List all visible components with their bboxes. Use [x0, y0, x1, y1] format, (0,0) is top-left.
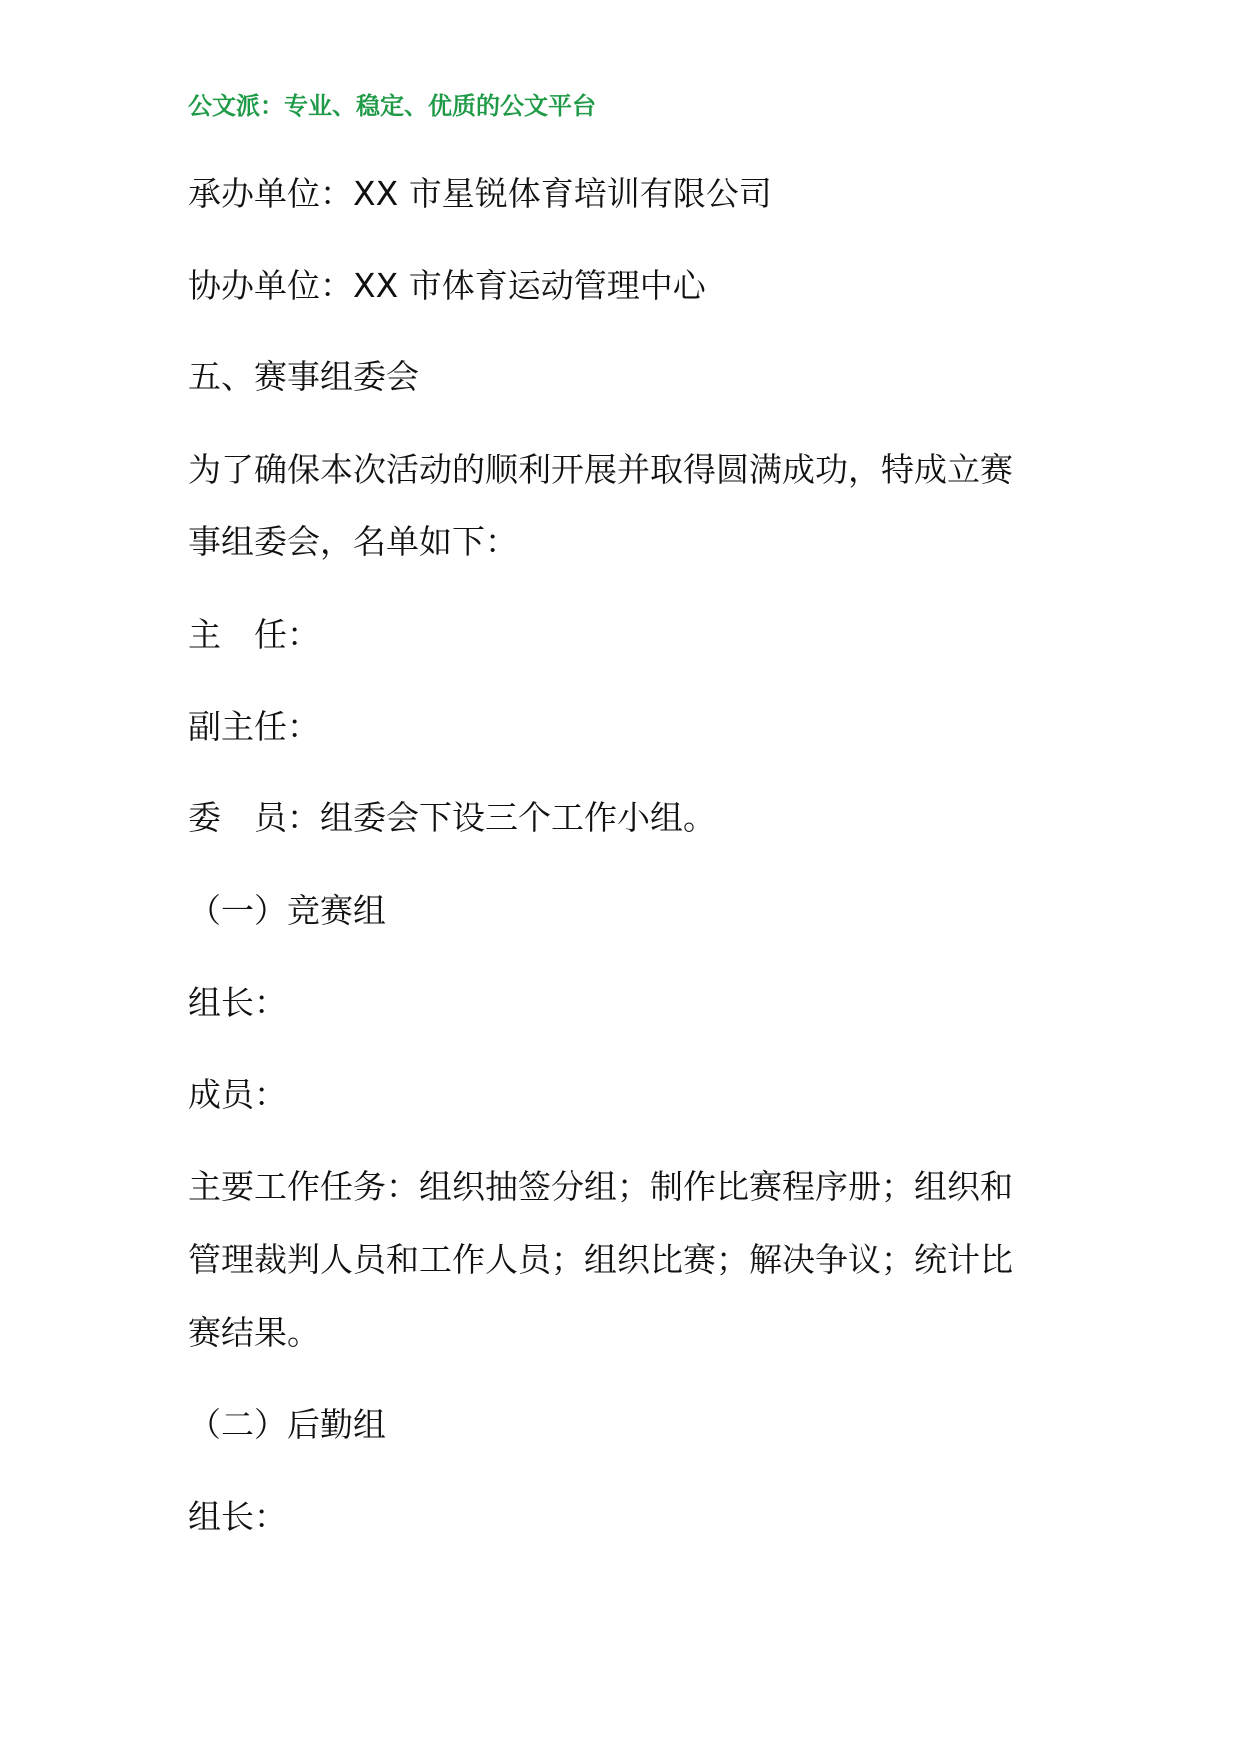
subsection-heading: （二）后勤组 [188, 1405, 386, 1444]
co-organizer-line: 协办单位：XX 市体育运动管理中心 [188, 266, 706, 305]
group-members-line: 成员： [188, 1075, 287, 1114]
subsection-heading: （一）竞赛组 [188, 891, 386, 930]
member-line: 委 员：组委会下设三个工作小组。 [188, 798, 716, 837]
group-leader-line: 组长： [188, 983, 287, 1022]
section-heading: 五、赛事组委会 [188, 357, 419, 396]
paragraph-line: 事组委会，名单如下： [188, 522, 518, 561]
deputy-director-line: 副主任： [188, 707, 320, 746]
task-paragraph-line: 管理裁判人员和工作人员；组织比赛；解决争议；统计比 [188, 1240, 1013, 1279]
site-banner: 公文派：专业、稳定、优质的公文平台 [188, 92, 596, 120]
task-paragraph-line: 主要工作任务：组织抽签分组；制作比赛程序册；组织和 [188, 1167, 1013, 1206]
group-leader-line: 组长： [188, 1497, 287, 1536]
task-paragraph-line: 赛结果。 [188, 1313, 320, 1352]
paragraph-line: 为了确保本次活动的顺利开展并取得圆满成功，特成立赛 [188, 450, 1013, 489]
organizer-line: 承办单位：XX 市星锐体育培训有限公司 [188, 174, 772, 213]
director-line: 主 任： [188, 615, 320, 654]
